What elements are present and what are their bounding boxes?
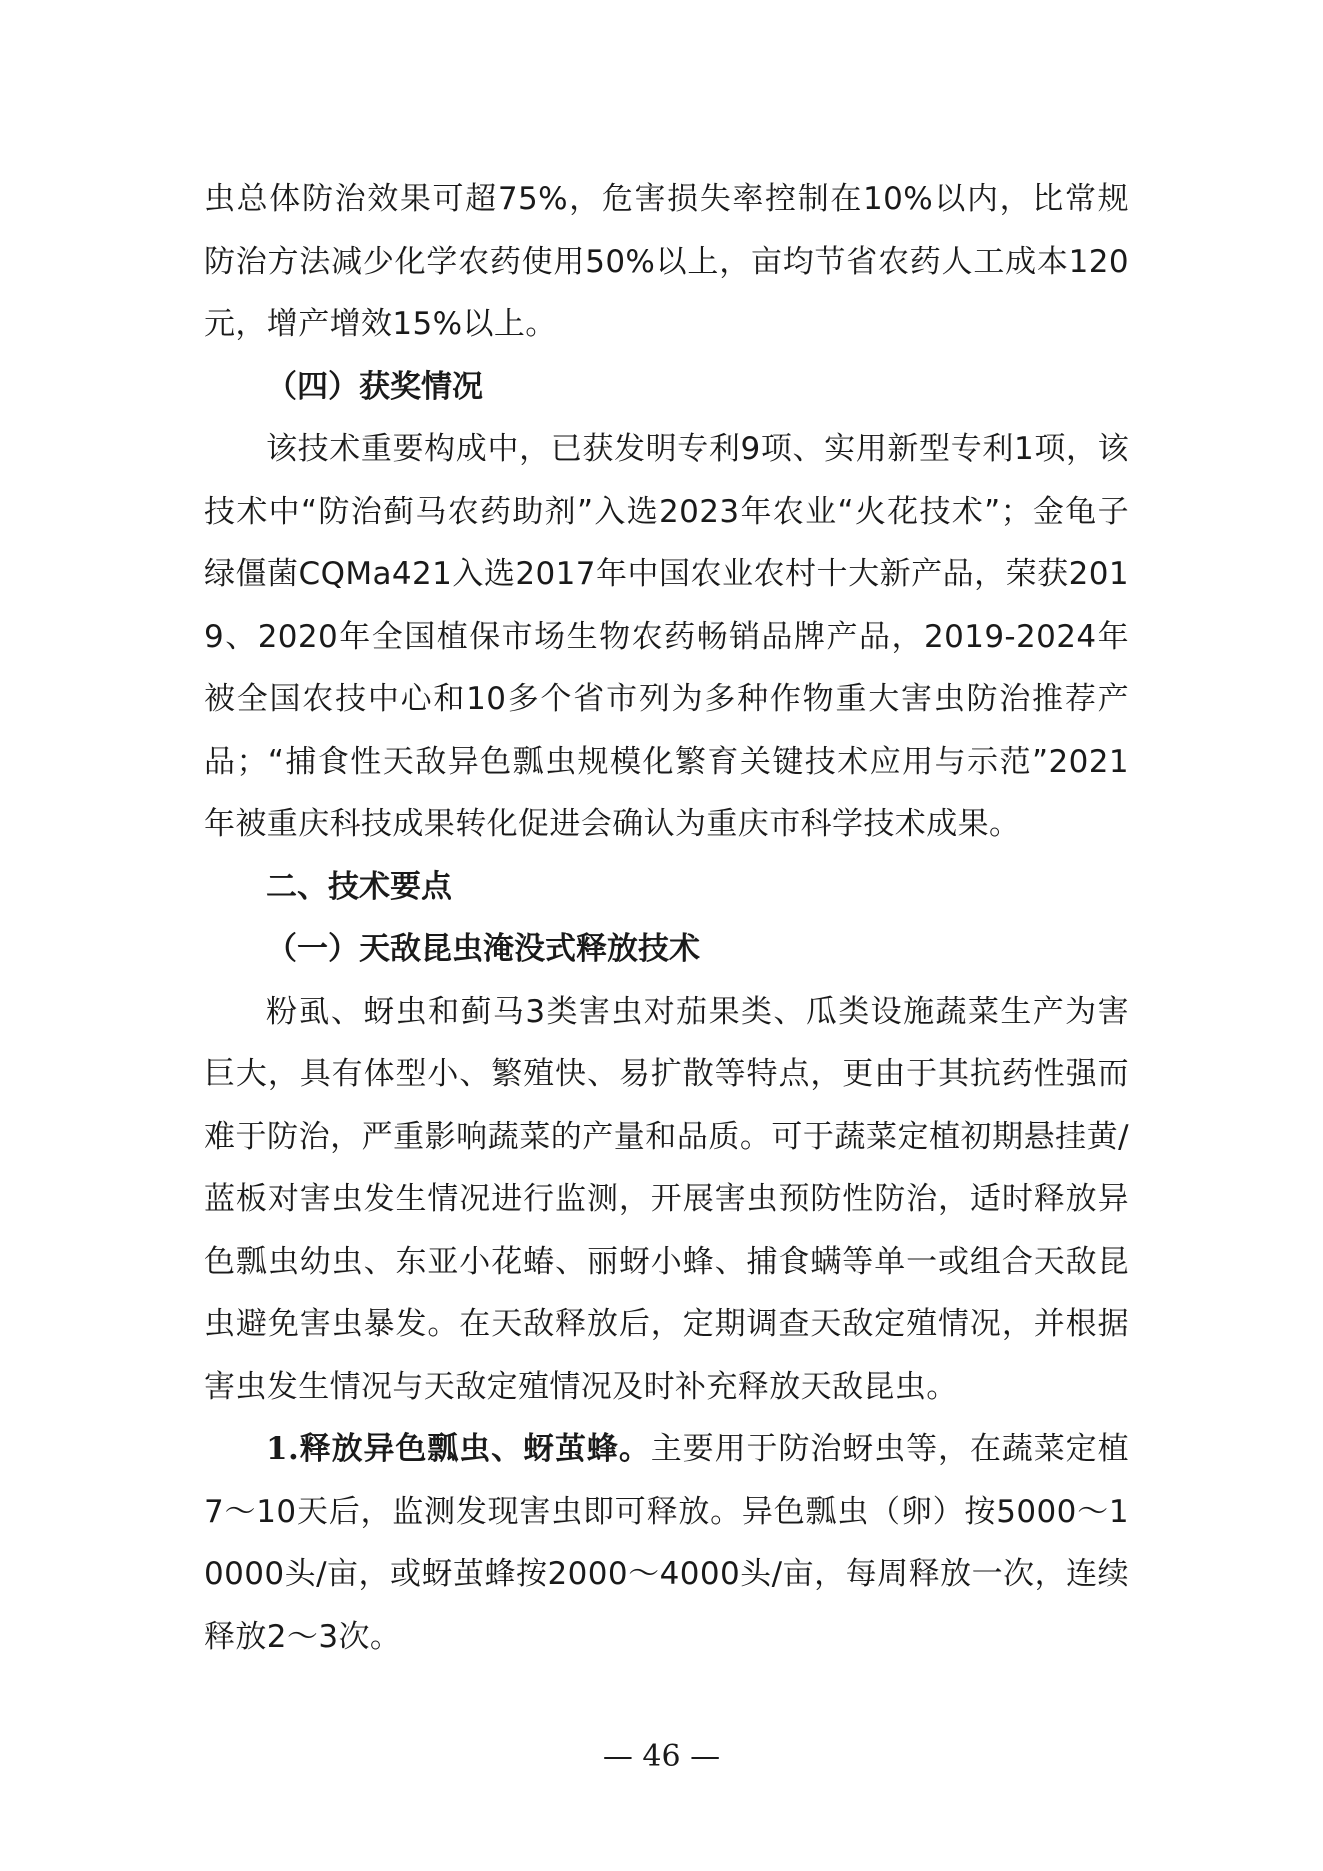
- heading-natural-enemy-release: （一）天敌昆虫淹没式释放技术: [266, 931, 700, 967]
- heading-awards: （四）获奖情况: [266, 368, 483, 405]
- paragraph-body-text: 主要用于防治蚜虫等，在蔬菜定植7～10天后，监测发现害虫即可释放。异色瓢虫（卵）按5000～10000头/亩，或蚜茧蜂按2000～4000头/亩，每周释放一次，连续释放2～3次。: [204, 1431, 1129, 1655]
- heading-technical-points: 二、技术要点: [266, 868, 452, 905]
- body-paragraph-ladybird-release: [204, 1418, 1129, 1668]
- document-body: [204, 168, 1129, 1668]
- body-paragraph-pests: 粉虱、蚜虫和蓟马3类害虫对茄果类、瓜类设施蔬菜生产为害巨大，具有体型小、繁殖快、易扩散等特点，更由于其抗药性强而难于防治，严重影响蔬菜的产量和品质。可于蔬菜定植初期悬挂黄/蓝板对害虫发生情况进行监测，开展害虫预防性防治，适时释放异色瓢虫幼虫、东亚小花蝽、丽蚜小蜂、捕食螨等单一或组合天敌昆虫避免害虫暴发。在天敌释放后，定期调查天敌定殖情况，并根据害虫发生情况与天敌定殖情况及时补充释放天敌昆虫。: [204, 993, 1129, 1405]
- body-paragraph-effect: 虫总体防治效果可超75%，危害损失率控制在10%以内，比常规防治方法减少化学农药使用50%以上，亩均节省农药人工成本120元，增产增效15%以上。: [204, 181, 1129, 342]
- body-paragraph-awards: 该技术重要构成中，已获发明专利9项、实用新型专利1项，该技术中“防治蓟马农药助剂”入选2023年农业“火花技术”；金龟子绿僵菌CQMa421入选2017年中国农业农村十大新产品，荣获2019、2020年全国植保市场生物农药畅销品牌产品，2019-2024年被全国农技中心和10多个省市列为多种作物重大害虫防治推荐产品；“捕食性天敌异色瓢虫规模化繁育关键技术应用与示范”2021年被重庆科技成果转化促进会确认为重庆市科学技术成果。: [204, 431, 1129, 842]
- paragraph-lead-bold: 1.释放异色瓢虫、蚜茧蜂。: [266, 1431, 651, 1467]
- page-number: — 46 —: [602, 1739, 721, 1774]
